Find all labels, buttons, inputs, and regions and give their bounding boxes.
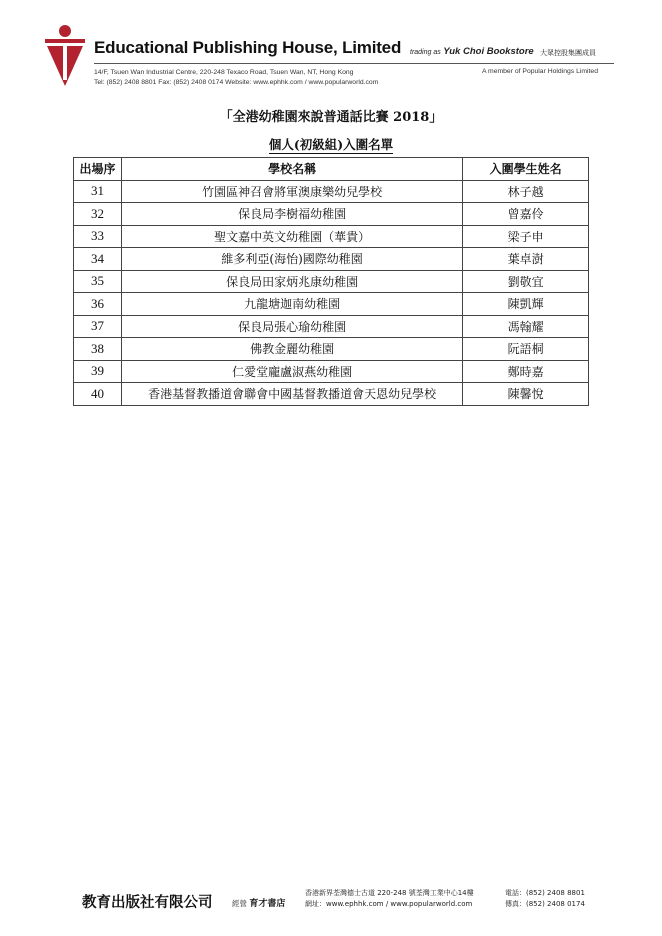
school-cell: 維多利亞(海怡)國際幼稚園 [121,248,462,271]
company-name: Educational Publishing House, Limited [94,38,402,57]
order-cell: 33 [74,225,122,248]
member-of: A member of Popular Holdings Limited [482,68,598,75]
student-cell: 葉卓澍 [463,248,589,271]
table-row [74,315,589,338]
footer-bookstore-cn: 育才書店 [249,899,286,909]
student-cell: 曾嘉伶 [463,203,589,226]
order-cell: 31 [74,180,122,203]
table-row [74,203,589,226]
school-cell: 香港基督教播道會聯會中國基督教播道會天恩幼兒學校 [121,383,462,406]
table-row [74,248,589,271]
subtitle-text: 個人(初級組)入圍名單 [268,137,394,152]
footer-contact-block [505,888,585,910]
table-row [74,180,589,203]
student-cell: 鄭時嘉 [463,360,589,383]
table-row [74,383,589,406]
table-row [74,225,589,248]
company-address-block [94,68,378,88]
order-cell: 38 [74,338,122,361]
footer-web: 網址：www.ephhk.com / www.popularworld.com [305,900,473,908]
header-school: 學校名稱 [121,158,462,181]
bookstore-name: Yuk Choi Bookstore [443,46,534,57]
trading-as-label: trading as [410,49,441,56]
student-cell: 陳馨悅 [463,383,589,406]
school-cell: 竹園區神召會將軍澳康樂幼兒學校 [121,180,462,203]
school-cell: 佛教金麗幼稚園 [121,338,462,361]
finalist-table [73,157,589,406]
header-order: 出場序 [74,158,122,181]
page-title: 「全港幼稚園來說普通話比賽 2018」 [219,110,443,125]
student-cell: 馮翰耀 [463,315,589,338]
student-cell: 梁子申 [463,225,589,248]
school-cell: 九龍塘迦南幼稚園 [121,293,462,316]
order-cell: 32 [74,203,122,226]
school-cell: 保良局田家炳兆康幼稚園 [121,270,462,293]
school-cell: 仁愛堂龐盧淑燕幼稚園 [121,360,462,383]
header-divider [94,63,614,64]
student-cell: 陳凱輝 [463,293,589,316]
table-header-row [74,158,589,181]
header-student: 入圍學生姓名 [463,158,589,181]
table-row [74,293,589,316]
footer-company-cn: 教育出版社有限公司 [82,895,213,911]
footer-tel: 電話：(852) 2408 8801 [505,889,585,897]
table-row [74,270,589,293]
table-row [74,338,589,361]
footer-fax: 傳真：(852) 2408 0174 [505,900,585,908]
table-row [74,360,589,383]
school-cell: 保良局李樹福幼稚園 [121,203,462,226]
order-cell: 36 [74,293,122,316]
order-cell: 37 [74,315,122,338]
order-cell: 40 [74,383,122,406]
order-cell: 39 [74,360,122,383]
order-cell: 35 [74,270,122,293]
student-cell: 劉敬宜 [463,270,589,293]
student-cell: 林子越 [463,180,589,203]
company-logo [43,24,87,88]
footer-address-block [305,888,474,910]
company-contact: Tel: (852) 2408 8801 Fax: (852) 2408 0174 Website: www.ephhk.com / www.popularworld.com [94,79,379,86]
student-cell: 阮語桐 [463,338,589,361]
footer-operates [232,896,285,909]
company-address: 14/F, Tsuen Wan Industrial Centre, 220-248 Texaco Road, Tsuen Wan, NT, Hong Kong [94,69,354,76]
group-member-cn: 大眾控股集團成員 [540,49,596,57]
school-cell: 聖文嘉中英文幼稚園（華貴） [121,225,462,248]
order-cell: 34 [74,248,122,271]
list-subtitle [0,135,662,153]
footer-address: 香港新界荃灣德士古道 220-248 號荃灣工業中心14樓 [305,889,474,897]
footer-operates-label: 經營 [232,899,247,908]
school-cell: 保良局張心瑜幼稚園 [121,315,462,338]
trading-as [410,46,534,57]
